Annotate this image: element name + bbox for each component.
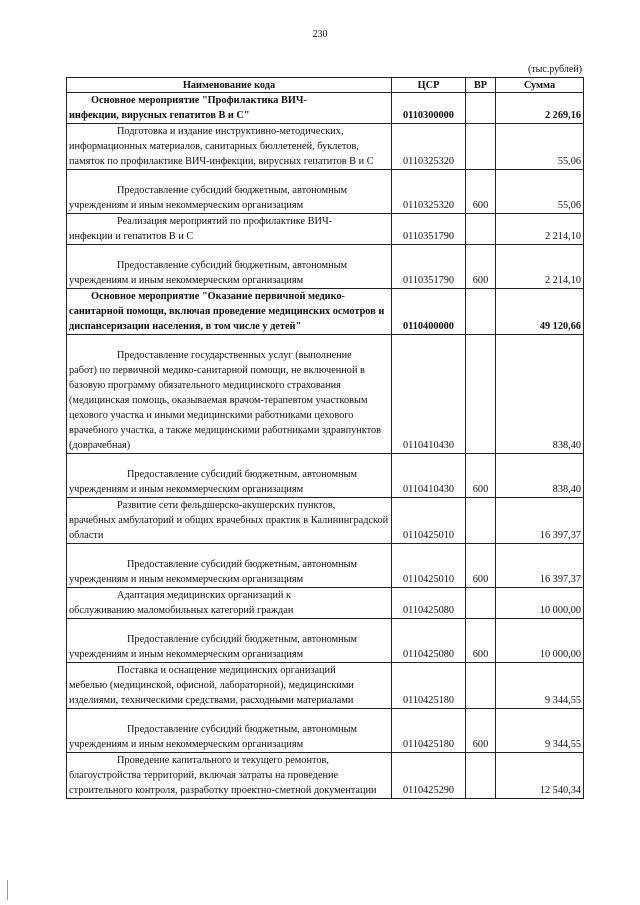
header-name: Наименование кода (67, 78, 392, 93)
row-sum: 838,40 (496, 454, 584, 498)
row-csr: 0110425080 (392, 619, 466, 663)
row-csr: 0110410430 (392, 454, 466, 498)
row-csr: 0110425290 (392, 753, 466, 799)
page-number: 230 (312, 29, 328, 40)
header-sum: Сумма (496, 78, 584, 93)
row-csr: 0110425080 (392, 588, 466, 619)
row-name: Реализация мероприятий по профилактике ВИЧ- инфекции и гепатитов В и С (67, 214, 392, 245)
row-sum: 9 344,55 (496, 663, 584, 709)
row-sum: 2 214,10 (496, 245, 584, 289)
table-row (67, 753, 584, 799)
row-csr: 0110325320 (392, 124, 466, 170)
row-sum: 838,40 (496, 335, 584, 454)
row-sum: 2 269,16 (496, 93, 584, 124)
table-row (67, 170, 584, 214)
row-name: Развитие сети фельдшерско-акушерских пунктов, врачебных амбулаторий и общих врачебных практик в Калининградской области (67, 498, 392, 544)
row-vr: 600 (466, 245, 496, 289)
row-sum: 55,06 (496, 170, 584, 214)
table-row (67, 663, 584, 709)
row-name: Проведение капитального и текущего ремонтов, благоустройства территорий, включая затраты на проведение строительного контроля, разработку проектно-сметной документации (67, 753, 392, 799)
row-csr: 0110425010 (392, 498, 466, 544)
row-sum: 2 214,10 (496, 214, 584, 245)
header-csr: ЦСР (392, 78, 466, 93)
row-name: Основное мероприятие "Оказание первичной медико- санитарной помощи, включая проведение медицинских осмотров и диспансеризации населения, в том числе у детей" (67, 289, 392, 335)
table-header-row (67, 78, 584, 93)
row-sum: 16 397,37 (496, 544, 584, 588)
row-vr: 600 (466, 709, 496, 753)
row-sum: 10 000,00 (496, 619, 584, 663)
margin-mark (7, 880, 8, 900)
row-csr: 0110351790 (392, 245, 466, 289)
unit-note: (тыс.рублей) (527, 64, 582, 75)
row-sum: 49 120,66 (496, 289, 584, 335)
row-vr: 600 (466, 454, 496, 498)
row-name: Предоставление субсидий бюджетным, автономным учреждениям и иным некоммерческим организациям (67, 544, 392, 588)
table-row (67, 93, 584, 124)
row-csr: 0110351790 (392, 214, 466, 245)
row-vr (466, 335, 496, 454)
row-name: Предоставление субсидий бюджетным, автономным учреждениям и иным некоммерческим организациям (67, 454, 392, 498)
row-name: Предоставление субсидий бюджетным, автономным учреждениям и иным некоммерческим организациям (67, 245, 392, 289)
row-vr: 600 (466, 619, 496, 663)
row-csr: 0110410430 (392, 335, 466, 454)
row-csr: 0110400000 (392, 289, 466, 335)
table-row (67, 335, 584, 454)
row-csr: 0110300000 (392, 93, 466, 124)
table-row (67, 214, 584, 245)
table-row (67, 454, 584, 498)
row-csr: 0110425010 (392, 544, 466, 588)
row-name: Подготовка и издание инструктивно-методических, информационных материалов, санитарных бюллетеней, буклетов, памяток по профилактике ВИЧ-инфекции, вирусных гепатитов В и С (67, 124, 392, 170)
row-vr (466, 663, 496, 709)
row-vr (466, 289, 496, 335)
table-row (67, 544, 584, 588)
row-name: Адаптация медицинских организаций к обслуживанию маломобильных категорий граждан (67, 588, 392, 619)
row-csr: 0110425180 (392, 663, 466, 709)
row-vr (466, 498, 496, 544)
row-name: Поставка и оснащение медицинских организаций мебелью (медицинской, офисной, лабораторной), медицинскими изделиями, техническими средствами, расходными материалами (67, 663, 392, 709)
table-row (67, 289, 584, 335)
row-name: Предоставление государственных услуг (выполнение работ) по первичной медико-санитарной помощи, не включенной в базовую программу обязательного медицинского страхования (медицинская помощь, оказываемая врачом-терапевтом участковым цехового участка и иными медицинскими работниками цехового врачебного участка, а также медицинскими работниками здравпунктов (доврачебная) (67, 335, 392, 454)
row-sum: 55,06 (496, 124, 584, 170)
row-vr (466, 214, 496, 245)
row-name: Предоставление субсидий бюджетным, автономным учреждениям и иным некоммерческим организациям (67, 709, 392, 753)
row-vr: 600 (466, 544, 496, 588)
row-vr (466, 588, 496, 619)
row-vr (466, 93, 496, 124)
row-sum: 16 397,37 (496, 498, 584, 544)
table-row (67, 588, 584, 619)
budget-table (66, 77, 584, 799)
row-csr: 0110425180 (392, 709, 466, 753)
row-csr: 0110325320 (392, 170, 466, 214)
row-sum: 12 540,34 (496, 753, 584, 799)
row-name: Основное мероприятие "Профилактика ВИЧ- инфекции, вирусных гепатитов В и С" (67, 93, 392, 124)
table-row (67, 124, 584, 170)
row-sum: 10 000,00 (496, 588, 584, 619)
table-row (67, 245, 584, 289)
row-vr (466, 753, 496, 799)
row-name: Предоставление субсидий бюджетным, автономным учреждениям и иным некоммерческим организациям (67, 170, 392, 214)
header-vr: ВР (466, 78, 496, 93)
table-row (67, 619, 584, 663)
row-vr (466, 124, 496, 170)
row-vr: 600 (466, 170, 496, 214)
row-sum: 9 344,55 (496, 709, 584, 753)
row-name: Предоставление субсидий бюджетным, автономным учреждениям и иным некоммерческим организациям (67, 619, 392, 663)
table-row (67, 709, 584, 753)
table-row (67, 498, 584, 544)
